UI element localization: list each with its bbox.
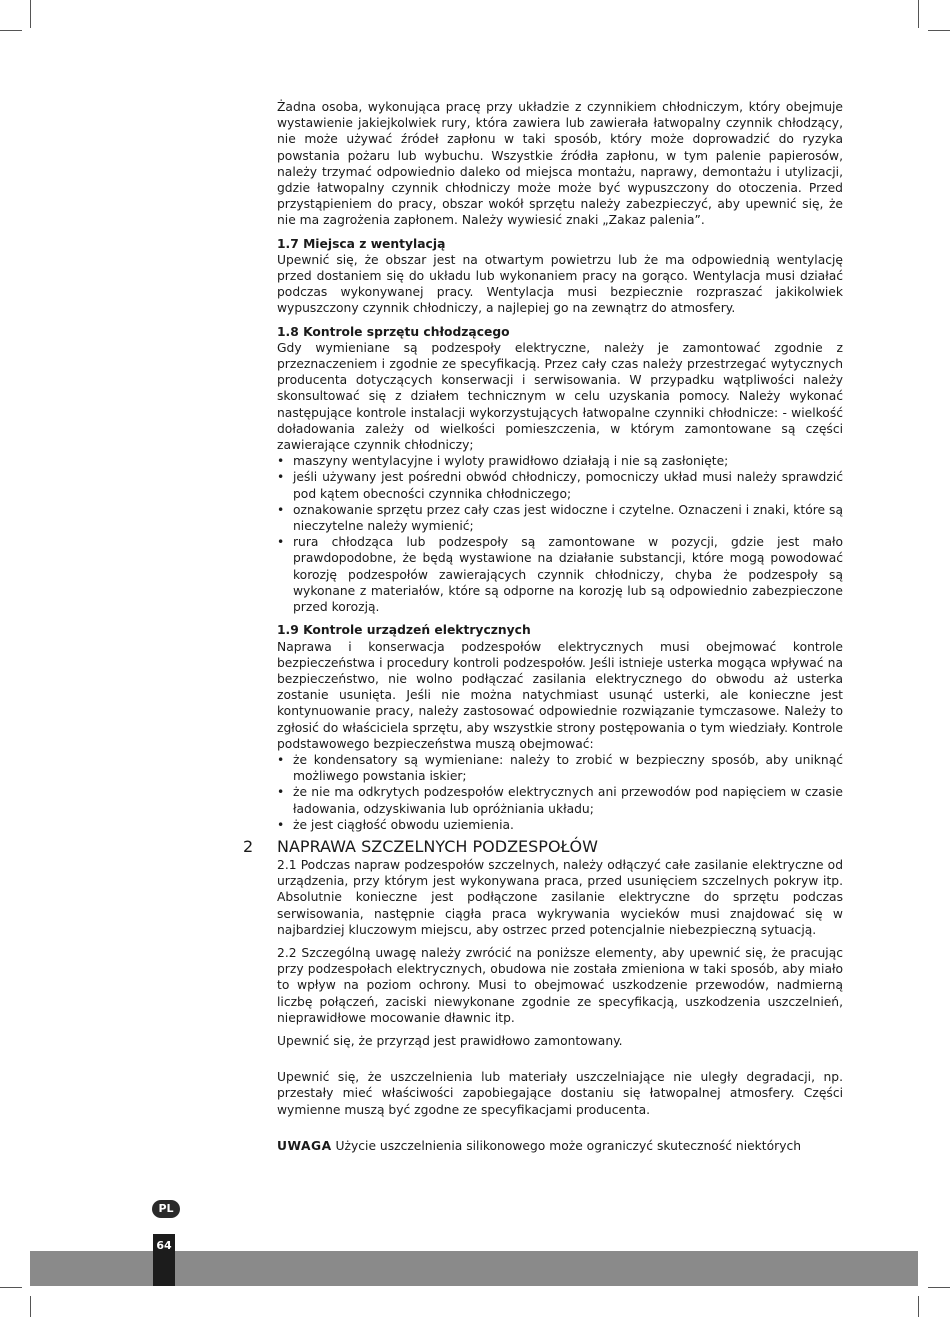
section-2-1-paragraph: 2.1 Podczas napraw podzespołów szczelnych, należy odłączyć całe zasilanie elektryczne od urządzenia, przy którym jest wykonywana praca, przed usunięciem szczelnych pokryw itp. Absolutnie konieczne jest podłączone zasilanie elektryczne do sprzętu podczas serwisowania, następnie ciągła praca wykrywania wycieków musi znajdować się w najbardziej kluczowym miejscu, aby ostrzec przed potencjalnie niebezpieczną sytuacją.	[277, 857, 843, 937]
list-item: • że jest ciągłość obwodu uziemienia.	[277, 817, 843, 833]
page-number: 64	[153, 1234, 175, 1286]
instrument-note-paragraph: Upewnić się, że przyrząd jest prawidłowo zamontowany.	[277, 1033, 623, 1048]
section-2-number: 2	[243, 836, 254, 856]
crop-mark-bottom-left-h	[0, 1287, 22, 1288]
list-item: • maszyny wentylacyjne i wyloty prawidłowo działają i nie są zasłonięte;	[277, 453, 843, 469]
crop-mark-bottom-right-v	[918, 1296, 919, 1317]
section-1-7-heading: 1.7 Miejsca z wentylacją	[277, 236, 446, 251]
crop-mark-bottom-left-v	[30, 1296, 31, 1317]
language-badge: PL	[152, 1200, 180, 1218]
section-1-9-heading: 1.9 Kontrole urządzeń elektrycznych	[277, 623, 531, 638]
section-1-7-body: Upewnić się, że obszar jest na otwartym powietrzu lub że ma odpowiednią wentylację przed dostaniem się do układu lub wykonaniem pracy na gorąco. Wentylacja musi działać podczas wykonywanej pracy. Wentylacja musi bezpiecznie rozpraszać jakikolwiek wypuszczony czynnik chłodniczy, a najlepiej go na zewnątrz do atmosfery.	[277, 252, 843, 316]
section-1-8-body: Gdy wymieniane są podzespoły elektryczne, należy je zamontować zgodnie z przeznaczeniem i zgodnie ze specyfikacją. Przez cały czas należy przestrzegać wytycznych producenta dotyczących konserwacji i serwisowania. W przypadku wątpliwości należy skonsultować się z działem technicznym w celu uzyskania pomocy. Należy wykonać następujące kontrole instalacji wykorzystujących łatwopalne czynniki chłodnicze: - wielkość doładowania zależy od wielkości pomieszczenia, w którym zamontowane są części zawierające czynnik chłodniczy;	[277, 340, 843, 453]
crop-mark-top-right-h	[928, 30, 950, 31]
list-item: • rura chłodząca lub podzespoły są zamontowane w pozycji, gdzie jest mało prawdopodobne, że będą wystawione na działanie substancji, które mogą powodować korozję podzespołów zawierających czynnik chłodniczy, chyba że podzespoły są wykonane z materiałów, które są odporne na korozję lub są odpowiednio zabezpieczone przed korozją.	[277, 534, 843, 615]
list-item: • że kondensatory są wymieniane: należy to zrobić w bezpieczny sposób, aby uniknąć możliwego powstania iskier;	[277, 752, 843, 784]
crop-mark-top-right-v	[918, 0, 919, 28]
warning-label: UWAGA	[277, 1138, 332, 1153]
list-item: • jeśli używany jest pośredni obwód chłodniczy, pomocniczy układ musi należy sprawdzić pod kątem obecności czynnika chłodniczego;	[277, 469, 843, 501]
crop-mark-top-left-h	[0, 30, 22, 31]
list-item: • oznakowanie sprzętu przez cały czas jest widoczne i czytelne. Oznaczeni i znaki, które są nieczytelne należy wymienić;	[277, 502, 843, 534]
crop-mark-bottom-right-h	[928, 1287, 950, 1288]
section-1-9-bullet-list	[277, 752, 843, 833]
section-1-8-bullet-list	[277, 453, 843, 615]
warning-text: Użycie uszczelnienia silikonowego może ograniczyć skuteczność niektórych	[331, 1138, 802, 1153]
seals-paragraph: Upewnić się, że uszczelnienia lub materiały uszczelniające nie uległy degradacji, np. przestały mieć właściwości zapobiegające dostaniu się łatwopalnej atmosfery. Części wymienne muszą być zgodne ze specyfikacjami producenta.	[277, 1070, 843, 1117]
section-1-9-body: Naprawa i konserwacja podzespołów elektrycznych musi obejmować kontrole bezpieczeństwa i procedury kontroli podzespołów. Jeśli istnieje usterka mogąca wpływać na bezpieczeństwo, nie wolno podłączać zasilania elektrycznego do obwodu aż usterka zostanie usunięta. Jeśli nie można natychmiast usunąć usterki, ale konieczne jest kontynuowanie pracy, należy zastosować odpowiednie rozwiązanie tymczasowe. Należy to zgłosić do właściciela sprzętu, aby wszystkie strony postępowania o tym wiedziały. Kontrole podstawowego bezpieczeństwa muszą obejmować:	[277, 639, 843, 751]
list-item: • że nie ma odkrytych podzespołów elektrycznych ani przewodów pod napięciem w czasie ładowania, odzyskiwania lub opróżniania układu;	[277, 784, 843, 816]
section-2-2-paragraph: 2.2 Szczególną uwagę należy zwrócić na poniższe elementy, aby upewnić się, że pracując przy podzespołach elektrycznych, obudowa nie została zmieniona w taki sposób, aby miało to wpływ na poziom ochrony. Musi to obejmować uszkodzenie przewodów, nadmierną liczbę połączeń, zaciski niewykonane zgodnie ze specyfikacją, uszkodzenia uszczelnień, nieprawidłowe mocowanie dławnic itp.	[277, 945, 843, 1025]
crop-mark-top-left-v	[30, 0, 31, 28]
warning-paragraph	[277, 1138, 843, 1154]
section-1-8-heading: 1.8 Kontrole sprzętu chłodzącego	[277, 324, 510, 339]
section-2-heading: NAPRAWA SZCZELNYCH PODZESPOŁÓW	[277, 836, 598, 856]
page-content	[243, 99, 843, 1154]
intro-paragraph: Żadna osoba, wykonująca pracę przy układzie z czynnikiem chłodniczym, który obejmuje wystawienie jakiejkolwiek rury, która zawiera lub zawierała łatwopalny czynnik chłodzący, nie może używać źródeł zapłonu w taki sposób, który może doprowadzić do ryzyka powstania pożaru lub wybuchu. Wszystkie źródła zapłonu, w tym palenie papierosów, należy trzymać odpowiednio daleko od miejsca montażu, naprawy, demontażu i utylizacji, gdzie łatwopalny czynnik chłodniczy może może być wypuszczony do otoczenia. Przed przystąpieniem do pracy, obszar wokół sprzętu należy zabezpieczyć, aby upewnić się, że nie ma zagrożenia zapłonem. Należy wywiesić znaki „Zakaz palenia”.	[277, 100, 843, 228]
section-2	[243, 836, 843, 857]
